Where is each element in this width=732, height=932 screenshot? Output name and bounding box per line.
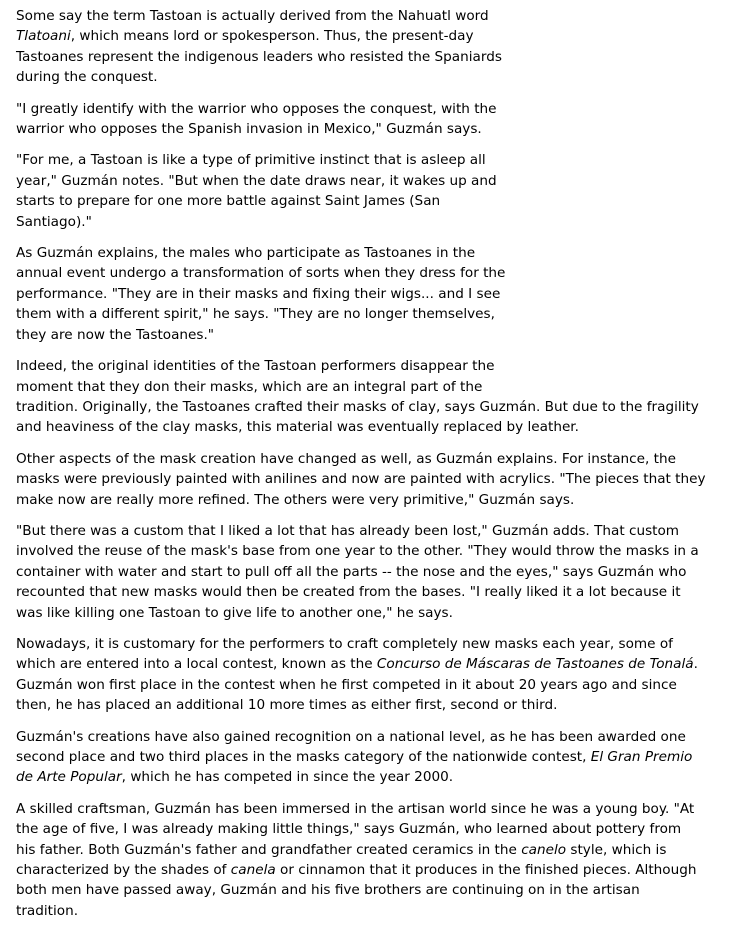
text-line (16, 99, 716, 119)
text-segment: them with a different spirit," he says. "They are no longer themselves, (16, 306, 495, 323)
italic-term: El Gran Premio (590, 749, 693, 765)
text-line (16, 67, 716, 87)
text-line (16, 654, 716, 674)
text-segment: style, which is (566, 841, 667, 858)
text-segment: annual event undergo a transformation of sorts when they dress for the (16, 265, 506, 282)
article-paragraph (16, 634, 716, 716)
text-line (16, 26, 716, 46)
text-line (16, 840, 716, 860)
text-segment: they are now the Tastoanes." (16, 326, 215, 343)
text-line (16, 541, 716, 561)
article-paragraph (16, 150, 716, 232)
text-segment: "For me, a Tastoan is like a type of primitive instinct that is asleep all (16, 152, 486, 169)
text-line (16, 417, 716, 437)
text-line (16, 603, 716, 623)
text-line (16, 263, 716, 283)
text-line (16, 727, 716, 747)
text-segment: both men have passed away, Guzmán and his five brothers are continuing on in the artisan (16, 882, 640, 899)
text-line (16, 47, 716, 67)
text-segment: . (693, 656, 698, 673)
text-segment: tradition. (16, 902, 79, 919)
text-segment: As Guzmán explains, the males who participate as Tastoanes in the (16, 245, 476, 262)
text-line (16, 860, 716, 880)
text-segment: Guzmán's creations have also gained recognition on a national level, as he has been awarded one (16, 728, 686, 745)
text-line (16, 243, 716, 263)
text-line (16, 562, 716, 582)
article-paragraph (16, 521, 716, 623)
text-segment: , which he has competed in since the year 2000. (121, 769, 454, 786)
text-segment: which are entered into a local contest, known as the (16, 656, 377, 673)
text-line (16, 325, 716, 345)
text-line (16, 582, 716, 602)
text-segment: the age of five, I was already making little things," says Guzmán, who learned about pottery from (16, 821, 682, 838)
article-body (16, 6, 716, 932)
text-segment: his father. Both Guzmán's father and grandfather created ceramics in the (16, 841, 522, 858)
italic-term: Concurso de Máscaras de Tastoanes de Tonalá (376, 656, 694, 673)
text-segment: performance. "They are in their masks and fixing their wigs... and I see (16, 285, 501, 302)
text-line (16, 521, 716, 541)
text-line (16, 212, 716, 232)
text-segment: Other aspects of the mask creation have changed as well, as Guzmán explains. For instance, the (16, 450, 676, 467)
text-segment: warrior who opposes the Spanish invasion in Mexico," Guzmán says. (16, 121, 482, 138)
text-segment: characterized by the shades of (16, 862, 231, 879)
text-line (16, 767, 716, 787)
text-line (16, 799, 716, 819)
text-line (16, 747, 716, 767)
text-segment: Indeed, the original identities of the Tastoan performers disappear the (16, 358, 495, 375)
italic-term: de Arte Popular (16, 769, 122, 786)
text-segment: starts to prepare for one more battle against Saint James (San (16, 193, 441, 210)
text-line (16, 397, 716, 417)
text-segment: during the conquest. (16, 69, 158, 86)
text-line (16, 377, 716, 397)
italic-term: Tlatoani (16, 28, 71, 45)
italic-term: canela (230, 862, 276, 879)
text-segment: involved the reuse of the mask's base from one year to the other. "They would throw the masks in a (16, 543, 699, 560)
article-paragraph (16, 356, 716, 438)
article-paragraph (16, 799, 716, 921)
text-line (16, 284, 716, 304)
text-segment: container with water and start to pull off all the parts -- the nose and the eyes," says Guzmán who (16, 563, 687, 580)
text-segment: year," Guzmán notes. "But when the date draws near, it wakes up and (16, 172, 497, 189)
text-segment: or cinnamon that it produces in the finished pieces. Although (275, 862, 697, 879)
italic-term: canelo (521, 841, 567, 858)
text-segment: then, he has placed an additional 10 more times as either first, second or third. (16, 697, 558, 714)
text-line (16, 171, 716, 191)
text-line (16, 356, 716, 376)
text-segment: moment that they don their masks, which are an integral part of the (16, 378, 483, 395)
text-segment: was like killing one Tastoan to give life to another one," he says. (16, 604, 453, 621)
text-line (16, 449, 716, 469)
text-line (16, 901, 716, 921)
text-line (16, 695, 716, 715)
text-segment: Nowadays, it is customary for the performers to craft completely new masks each year, some of (16, 635, 673, 652)
text-segment: masks were previously painted with anilines and now are painted with acrylics. "The pieces that they (16, 471, 706, 488)
text-segment: "I greatly identify with the warrior who opposes the conquest, with the (16, 100, 497, 117)
article-paragraph (16, 6, 716, 88)
article-paragraph (16, 449, 716, 510)
text-segment: make now are really more refined. The others were very primitive," Guzmán says. (16, 491, 575, 508)
text-line (16, 191, 716, 211)
text-segment: , which means lord or spokesperson. Thus, the present-day (70, 28, 474, 45)
text-segment: tradition. Originally, the Tastoanes crafted their masks of clay, says Guzmán. But due to the fragility (16, 398, 699, 415)
text-line (16, 880, 716, 900)
text-segment: and heaviness of the clay masks, this material was eventually replaced by leather. (16, 419, 579, 436)
text-segment: recounted that new masks would then be created from the bases. "I really liked it a lot because it (16, 584, 681, 601)
article-paragraph (16, 243, 716, 345)
article-paragraph (16, 727, 716, 788)
text-segment: A skilled craftsman, Guzmán has been immersed in the artisan world since he was a young boy. "At (16, 800, 695, 817)
text-segment: Some say the term Tastoan is actually derived from the Nahuatl word (16, 8, 489, 24)
text-line (16, 819, 716, 839)
text-segment: Tastoanes represent the indigenous leaders who resisted the Spaniards (16, 48, 502, 65)
text-segment: Santiago)." (16, 213, 92, 230)
text-line (16, 6, 716, 26)
text-segment: "But there was a custom that I liked a lot that has already been lost," Guzmán adds. That custom (16, 522, 680, 539)
text-line (16, 634, 716, 654)
text-segment: second place and two third places in the masks category of the nationwide contest, (16, 749, 591, 765)
text-line (16, 469, 716, 489)
text-line (16, 304, 716, 324)
text-line (16, 490, 716, 510)
text-segment: Guzmán won first place in the contest when he first competed in it about 20 years ago and since (16, 676, 677, 693)
text-line (16, 675, 716, 695)
text-line (16, 150, 716, 170)
text-line (16, 119, 716, 139)
article-paragraph (16, 99, 716, 140)
